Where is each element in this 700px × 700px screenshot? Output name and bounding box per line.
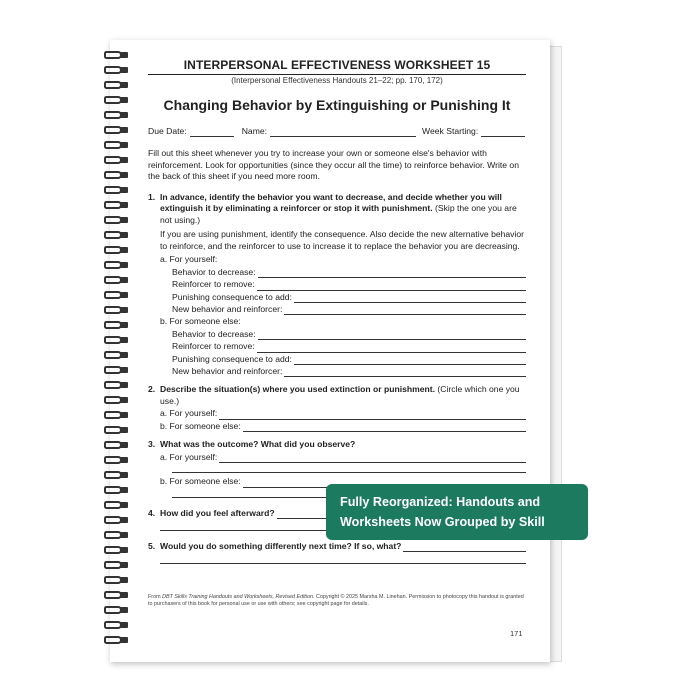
q1-a-item-2-label: Reinforcer to remove: (172, 279, 255, 290)
question-2-number: 2. (148, 384, 156, 395)
q1-b-item-3-label: Punishing consequence to add: (172, 353, 292, 364)
question-1-note: (Skip the one you are not using.) (160, 203, 517, 225)
q1-a-item-4-label: New behavior and reinforcer: (172, 304, 283, 315)
q1-a-item-2 (148, 278, 526, 290)
week-starting-field[interactable] (481, 127, 525, 137)
spiral-coil (104, 605, 130, 615)
spiral-coil (104, 50, 130, 60)
q1-a-item-4-line[interactable] (284, 305, 526, 315)
spiral-coil (104, 305, 130, 315)
q5-line[interactable] (403, 542, 526, 552)
q5-extra (148, 554, 526, 564)
question-3-bold: What was the outcome? What did you observe? (160, 439, 356, 450)
q1-b-item-1 (148, 328, 526, 340)
q5-line-2[interactable] (160, 554, 526, 564)
question-1 (148, 192, 526, 227)
spiral-coil (104, 560, 130, 570)
due-date-field[interactable] (190, 127, 234, 137)
q1-a-item-1-label: Behavior to decrease: (172, 266, 256, 277)
q3-a (148, 451, 526, 463)
spiral-coil (104, 395, 130, 405)
q3-b-label: b. For someone else: (160, 476, 241, 487)
spiral-binding (104, 50, 132, 650)
spiral-coil (104, 275, 130, 285)
spiral-coil (104, 470, 130, 480)
spiral-coil (104, 155, 130, 165)
q2-a-label: a. For yourself: (160, 408, 218, 419)
worksheet-heading: Changing Behavior by Extinguishing or Punishing It (163, 97, 511, 113)
spiral-coil (104, 95, 130, 105)
q2-b-label: b. For someone else: (160, 420, 241, 431)
q1-a-item-3 (148, 291, 526, 303)
spiral-coil (104, 125, 130, 135)
question-5 (148, 540, 526, 552)
spiral-coil (104, 245, 130, 255)
spiral-coil (104, 230, 130, 240)
footer-book-title: DBT Skills Training Handouts and Worksheets, Revised Edition (162, 594, 313, 601)
q1-a-item-1 (148, 266, 526, 278)
spiral-coil (104, 515, 130, 525)
question-2 (148, 384, 526, 407)
q1-b-item-3-line[interactable] (294, 355, 526, 365)
q1-a-label (148, 253, 526, 265)
q3-a-line[interactable] (219, 453, 526, 463)
spiral-coil (104, 170, 130, 180)
question-1-number: 1. (148, 191, 156, 202)
spiral-coil (104, 380, 130, 390)
q1-b-item-4-line[interactable] (284, 367, 526, 377)
q3-a-line-2[interactable] (172, 463, 526, 473)
q1-b-item-1-label: Behavior to decrease: (172, 328, 256, 339)
q1-b-label (148, 315, 526, 327)
spiral-coil (104, 65, 130, 75)
name-field[interactable] (270, 127, 416, 137)
q1-b-item-2-label: Reinforcer to remove: (172, 341, 255, 352)
question-2-note: (Circle which one you use.) (160, 384, 520, 406)
question-4-number: 4. (148, 507, 156, 518)
spiral-coil (104, 485, 130, 495)
spiral-coil (104, 635, 130, 645)
question-1-bold: In advance, identify the behavior you want to decrease, and decide whether you will extinguish it by eliminating a reinforcer or stop it with punishment. (160, 191, 502, 214)
q1-a-item-2-line[interactable] (257, 281, 526, 291)
title-rule (148, 74, 526, 75)
spiral-coil (104, 335, 130, 345)
spiral-coil (104, 365, 130, 375)
q3-a-extra (148, 463, 526, 473)
q1-b-item-1-line[interactable] (258, 330, 526, 340)
worksheet-subtitle: (Interpersonal Effectiveness Handouts 21–22; pp. 170, 172) (231, 76, 443, 85)
spiral-coil (104, 80, 130, 90)
q1-a-item-1-line[interactable] (258, 268, 526, 278)
spiral-coil (104, 575, 130, 585)
promo-banner-line-1: Fully Reorganized: Handouts and (340, 495, 541, 509)
q2-a (148, 407, 526, 419)
q1-b-item-2 (148, 340, 526, 352)
question-1-instructions: If you are using punishment, identify the consequence. Also decide the new alternative behavior to reinforce, and the reinforcer to use to increase it to replace the behavior you are decreasing. (160, 229, 525, 251)
spiral-coil (104, 290, 130, 300)
spiral-coil (104, 590, 130, 600)
question-3 (148, 439, 526, 451)
question-3-number: 3. (148, 439, 156, 450)
page-number: 171 (510, 629, 523, 638)
spiral-coil (104, 110, 130, 120)
spiral-coil (104, 410, 130, 420)
header-fields (148, 125, 526, 137)
q1-b-item-2-line[interactable] (257, 343, 526, 353)
footer-text: . Copyright © 2025 Marsha M. Linehan. Permission to photocopy this handout is granted to purchasers of this book for personal use or use with others; see copyright page for details. (148, 594, 524, 608)
spiral-coil (104, 350, 130, 360)
spiral-coil (104, 215, 130, 225)
q1-a-item-3-label: Punishing consequence to add: (172, 291, 292, 302)
q1-a-label-text: a. For yourself: (160, 254, 218, 265)
footer-prefix: From (148, 594, 163, 601)
q1-b-item-4 (148, 365, 526, 377)
spiral-coil (104, 440, 130, 450)
q1-b-item-3 (148, 353, 526, 365)
worksheet-title: INTERPERSONAL EFFECTIVENESS WORKSHEET 15 (183, 58, 491, 72)
promo-banner (326, 484, 588, 540)
q1-a-item-4 (148, 303, 526, 315)
copyright-footer (148, 594, 526, 608)
q1-a-item-3-line[interactable] (294, 293, 526, 303)
spiral-coil (104, 140, 130, 150)
spiral-coil (104, 500, 130, 510)
spiral-coil (104, 260, 130, 270)
spiral-coil (104, 320, 130, 330)
spiral-coil (104, 425, 130, 435)
due-date-label: Due Date: (148, 126, 187, 136)
spiral-coil (104, 200, 130, 210)
question-4-bold: How did you feel afterward? (160, 507, 275, 518)
promo-banner-line-2: Worksheets Now Grouped by Skill (340, 515, 545, 529)
q1-b-label-text: b. For someone else: (160, 316, 241, 327)
q1-b-item-4-label: New behavior and reinforcer: (172, 366, 283, 377)
q3-a-label: a. For yourself: (160, 451, 218, 462)
q2-b-line[interactable] (243, 422, 526, 432)
spiral-coil (104, 530, 130, 540)
q2-a-line[interactable] (219, 410, 526, 420)
name-label: Name: (241, 126, 268, 136)
q2-b (148, 420, 526, 432)
week-starting-label: Week Starting: (422, 126, 479, 136)
spiral-coil (104, 545, 130, 555)
spiral-coil (104, 620, 130, 630)
intro-text: Fill out this sheet whenever you try to increase your own or someone else's behavior with reinforcement. Look for opportunities (since they occur all the time) to reinforce behavior. Write on the back of this sheet if you need more room. (148, 148, 519, 182)
question-5-bold: Would you do something differently next time? If so, what? (160, 541, 402, 551)
spiral-coil (104, 185, 130, 195)
question-5-number: 5. (148, 541, 156, 551)
spiral-coil (104, 455, 130, 465)
question-2-bold: Describe the situation(s) where you used extinction or punishment. (160, 384, 436, 395)
